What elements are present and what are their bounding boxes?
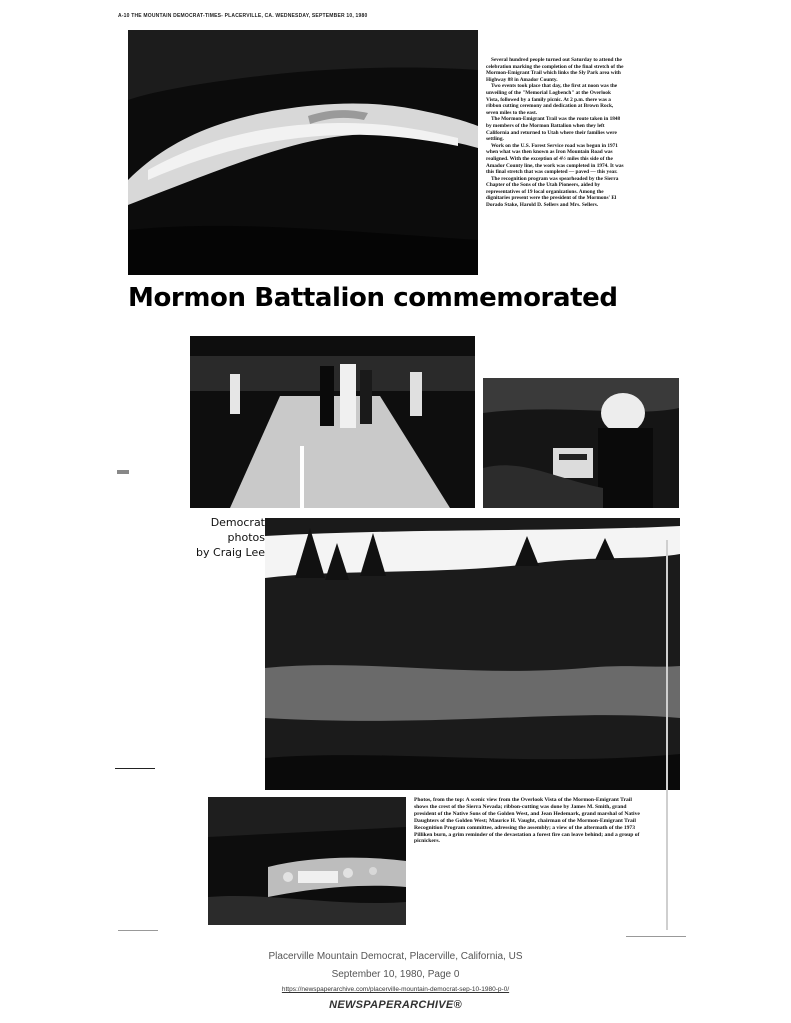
article-paragraph: The recognition program was spearheaded by the Sierra Chapter of the Sons of the Utah Pioneers, aided by representatives of 19 local organizations. Among the dignitaries present were the president of the Mormons' El Dorado Stake, Harold D. Sellers and Mrs. Sellers. [486, 175, 619, 209]
article-body [486, 57, 624, 209]
print-speck [626, 936, 686, 937]
footer-url-link[interactable]: https://newspaperarchive.com/placerville-mountain-democrat-sep-10-1980-p-0/ [281, 986, 510, 993]
article-paragraph: Work on the U.S. Forest Service road was begun in 1971 when what was then known as Iron Mountain Road was realigned. With the exception of 4½ miles this side of the Amador County line, the work was completed in 1974. It was this final stretch that was completed — paved — this year. [486, 142, 624, 176]
print-speck [666, 540, 668, 930]
footer-brand-logo: NEWSPAPERARCHIVE® [329, 999, 462, 1011]
photo-credit [175, 515, 265, 560]
photo-credit-line: Democrat [210, 516, 265, 529]
article-paragraph: Several hundred people turned out Saturday to attend the celebration marking the completion of the final stretch of the Mormon-Emigrant Trail which links the Sly Park area with Highway 88 in Amador County. [486, 57, 624, 83]
photo-credit-line: by Craig Lee [196, 546, 265, 559]
headline: Mormon Battalion commemorated [128, 283, 618, 313]
photo-credit-line: photos [227, 531, 265, 544]
scenic-vista-photo [128, 30, 478, 275]
masthead: A-10 THE MOUNTAIN DEMOCRAT-TIMES- PLACERVILLE, CA. WEDNESDAY, SEPTEMBER 10, 1980 [118, 13, 368, 19]
print-speck [118, 930, 158, 931]
print-speck [115, 768, 155, 769]
footer-date: September 10, 1980, Page 0 [331, 969, 460, 980]
picnickers-photo [208, 797, 406, 925]
footer-source: Placerville Mountain Democrat, Placerville, California, US [268, 951, 523, 962]
print-speck [117, 470, 129, 474]
speaker-photo [483, 378, 679, 508]
article-paragraph: Two events took place that day, the first at noon was the unveiling of the "Memorial Logbench" at the Overlook Vista, followed by a family picnic. At 2 p.m. there was a ribbon cutting ceremony and dedication at Brown Rock, seven miles to the east. [486, 83, 618, 116]
burned-forest-photo [265, 518, 680, 790]
ribbon-cutting-photo [190, 336, 475, 508]
photo-caption: Photos, from the top: A scenic view from the Overlook Vista of the Mormon-Emigrant Trail shows the crest of the Sierra Nevada; ribbon-cutting was done by James M. Smith, grand president of the Native Sons of the Golden West, and Jean Hedemark, grand marshal of Native Daughters of the Golden West; Maurice H. Vaught, chairman of the Mormon-Emigrant Trail Recognition Program committee, adressing the assembly; a view of the aftermath of the 1973 Pilliken burn, a grim reminder of the devastation a forest fire can leave behind; and a group of picnickers. [414, 797, 640, 845]
article-paragraph: The Mormon-Emigrant Trail was the route taken in 1848 by members of the Mormon Battalion when they left California and returned to Utah where their families were settling. [486, 116, 621, 143]
